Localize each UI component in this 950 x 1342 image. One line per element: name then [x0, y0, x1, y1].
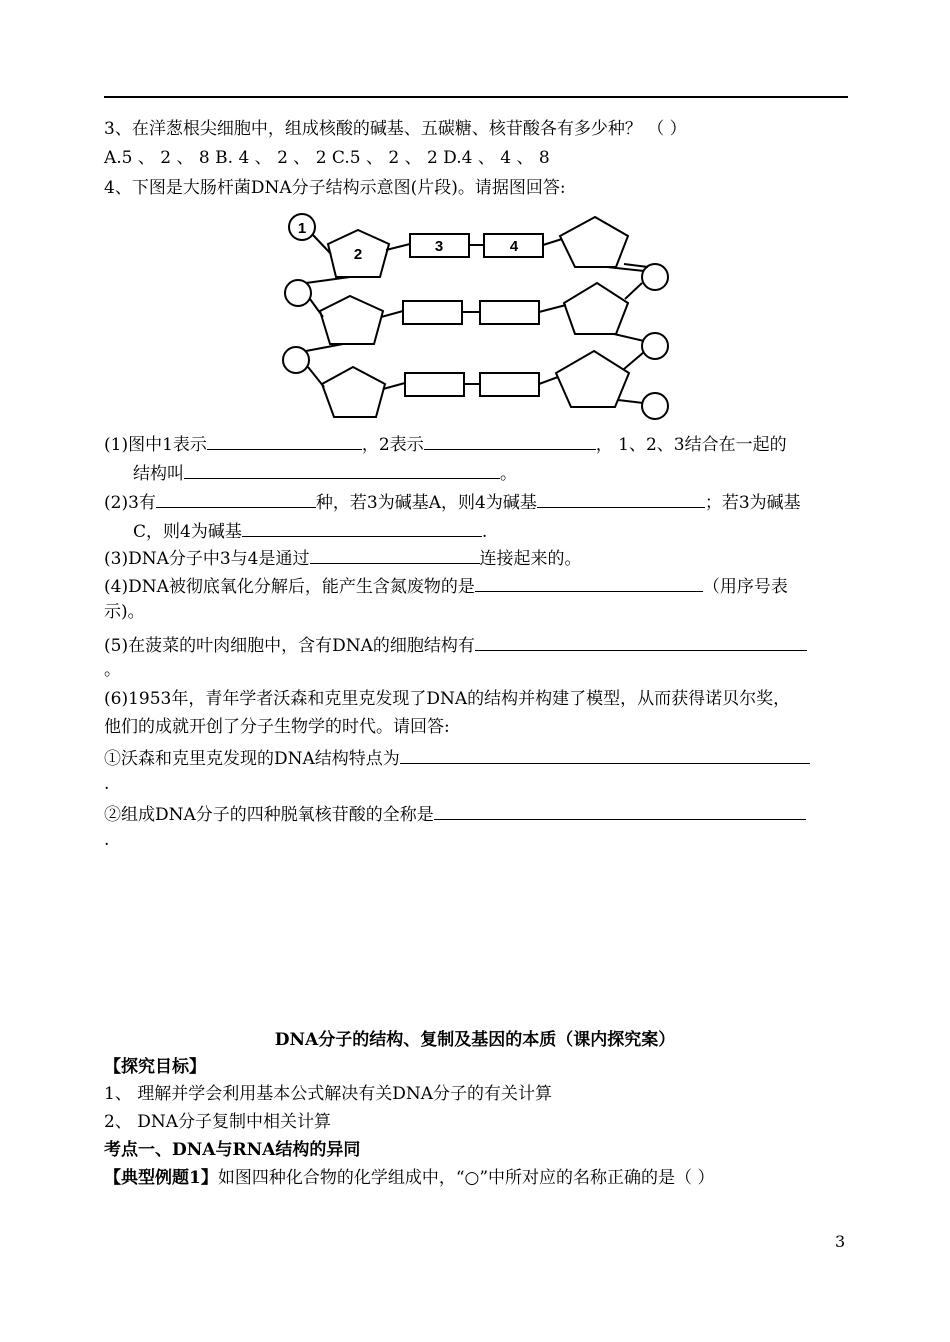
answer-blank-2-3[interactable] — [242, 518, 482, 537]
q4-part6-line1: (6)1953年，青年学者沃森和克里克发现了DNA的结构并构建了模型，从而获得诺贝尔奖， — [104, 689, 791, 709]
q4-part5-line1: (5)在菠菜的叶肉细胞中，含有DNA的细胞结构有 — [104, 632, 807, 657]
answer-blank-3[interactable] — [310, 545, 480, 564]
dna-structure-diagram — [278, 207, 678, 427]
answer-blank-2-1[interactable] — [156, 489, 316, 508]
sugar-pentagon-left-3 — [322, 367, 385, 417]
sugar-pentagon-right-2 — [564, 283, 628, 334]
goal-item-2: 2、 DNA分子复制中相关计算 — [104, 1112, 332, 1132]
q3-stem: 3、在洋葱根尖细胞中，组成核酸的碱基、五碳糖、核苷酸各有多少种？ （ ） — [104, 119, 687, 139]
base-box-row3-left — [405, 373, 464, 396]
sugar-pentagon-left-2 — [320, 296, 383, 344]
phosphate-circle-right-2 — [642, 333, 668, 359]
q4-part4-line2: 示)。 — [104, 602, 145, 622]
phosphate-circle-left-2 — [285, 280, 311, 306]
section-title: DNA分子的结构、复制及基因的本质（课内探究案） — [274, 1030, 676, 1050]
base-box-row2-right — [480, 301, 539, 324]
q4-part2-line2: C，则4为碱基 . — [133, 518, 487, 543]
answer-blank-5[interactable] — [475, 632, 807, 651]
answer-blank-4[interactable] — [475, 573, 703, 592]
label-4: 4 — [509, 238, 519, 255]
exam-point-1: 考点一、DNA与RNA结构的异同 — [104, 1140, 361, 1160]
q3-options: A.5 、 2 、 8 B. 4 、 2 、 2 C.5 、 2 、 2 D.4 、 4 、 8 — [104, 148, 550, 168]
q4-part4-line1: (4)DNA被彻底氧化分解后，能产生含氮废物的是 （用序号表 — [104, 573, 788, 598]
q4-part1-line2: 结构叫 。 — [133, 460, 517, 485]
answer-blank-1-2[interactable] — [424, 431, 596, 450]
base-box-row2-left — [403, 301, 462, 324]
q4-part2-line1: (2)3有 种，若3为碱基A，则4为碱基 ；若3为碱基 — [104, 489, 801, 514]
phosphate-circle-left-3 — [283, 347, 309, 373]
label-3: 3 — [434, 238, 444, 255]
header-rule — [104, 96, 848, 98]
q4-part5-line2: 。 — [104, 660, 121, 680]
answer-blank-1-3[interactable] — [184, 460, 500, 479]
q4-part6-sub1: ①沃森和克里克发现的DNA结构特点为 — [104, 745, 810, 770]
example-heading: 【典型例题1】 — [104, 1168, 218, 1188]
goal-item-1: 1、 理解并学会利用基本公式解决有关DNA分子的有关计算 — [104, 1084, 553, 1104]
phosphate-circle-right-1 — [642, 264, 668, 290]
example-1 — [104, 1167, 714, 1189]
label-2: 2 — [353, 246, 363, 263]
answer-blank-1-1[interactable] — [207, 431, 362, 450]
q4-part6-sub1-end: . — [104, 774, 110, 794]
phosphate-circle-right-3 — [642, 393, 668, 419]
answer-blank-6-1[interactable] — [400, 745, 810, 764]
page-number: 3 — [835, 1232, 846, 1251]
q4-intro: 4、下图是大肠杆菌DNA分子结构示意图(片段)。请据图回答: — [104, 178, 566, 198]
q4-part6-sub2-end: . — [104, 830, 110, 850]
q4-part6-line2: 他们的成就开创了分子生物学的时代。请回答: — [104, 717, 450, 737]
q4-part6-sub2: ②组成DNA分子的四种脱氧核苷酸的全称是 — [104, 801, 806, 826]
sugar-pentagon-right-3 — [556, 351, 629, 407]
q4-part1-line1: (1)图中1表示 ，2表示 ， 1、2、3结合在一起的 — [104, 431, 787, 456]
goal-heading: 【探究目标】 — [104, 1057, 206, 1077]
answer-blank-6-2[interactable] — [434, 801, 806, 820]
example-text: 如图四种化合物的化学组成中，“○”中所对应的名称正确的是（ ） — [217, 1168, 715, 1188]
answer-blank-2-2[interactable] — [537, 489, 705, 508]
label-1: 1 — [297, 220, 307, 237]
sugar-pentagon-right-1 — [560, 217, 628, 267]
base-box-row3-right — [480, 373, 539, 396]
q4-part3: (3)DNA分子中3与4是通过 连接起来的。 — [104, 545, 582, 570]
